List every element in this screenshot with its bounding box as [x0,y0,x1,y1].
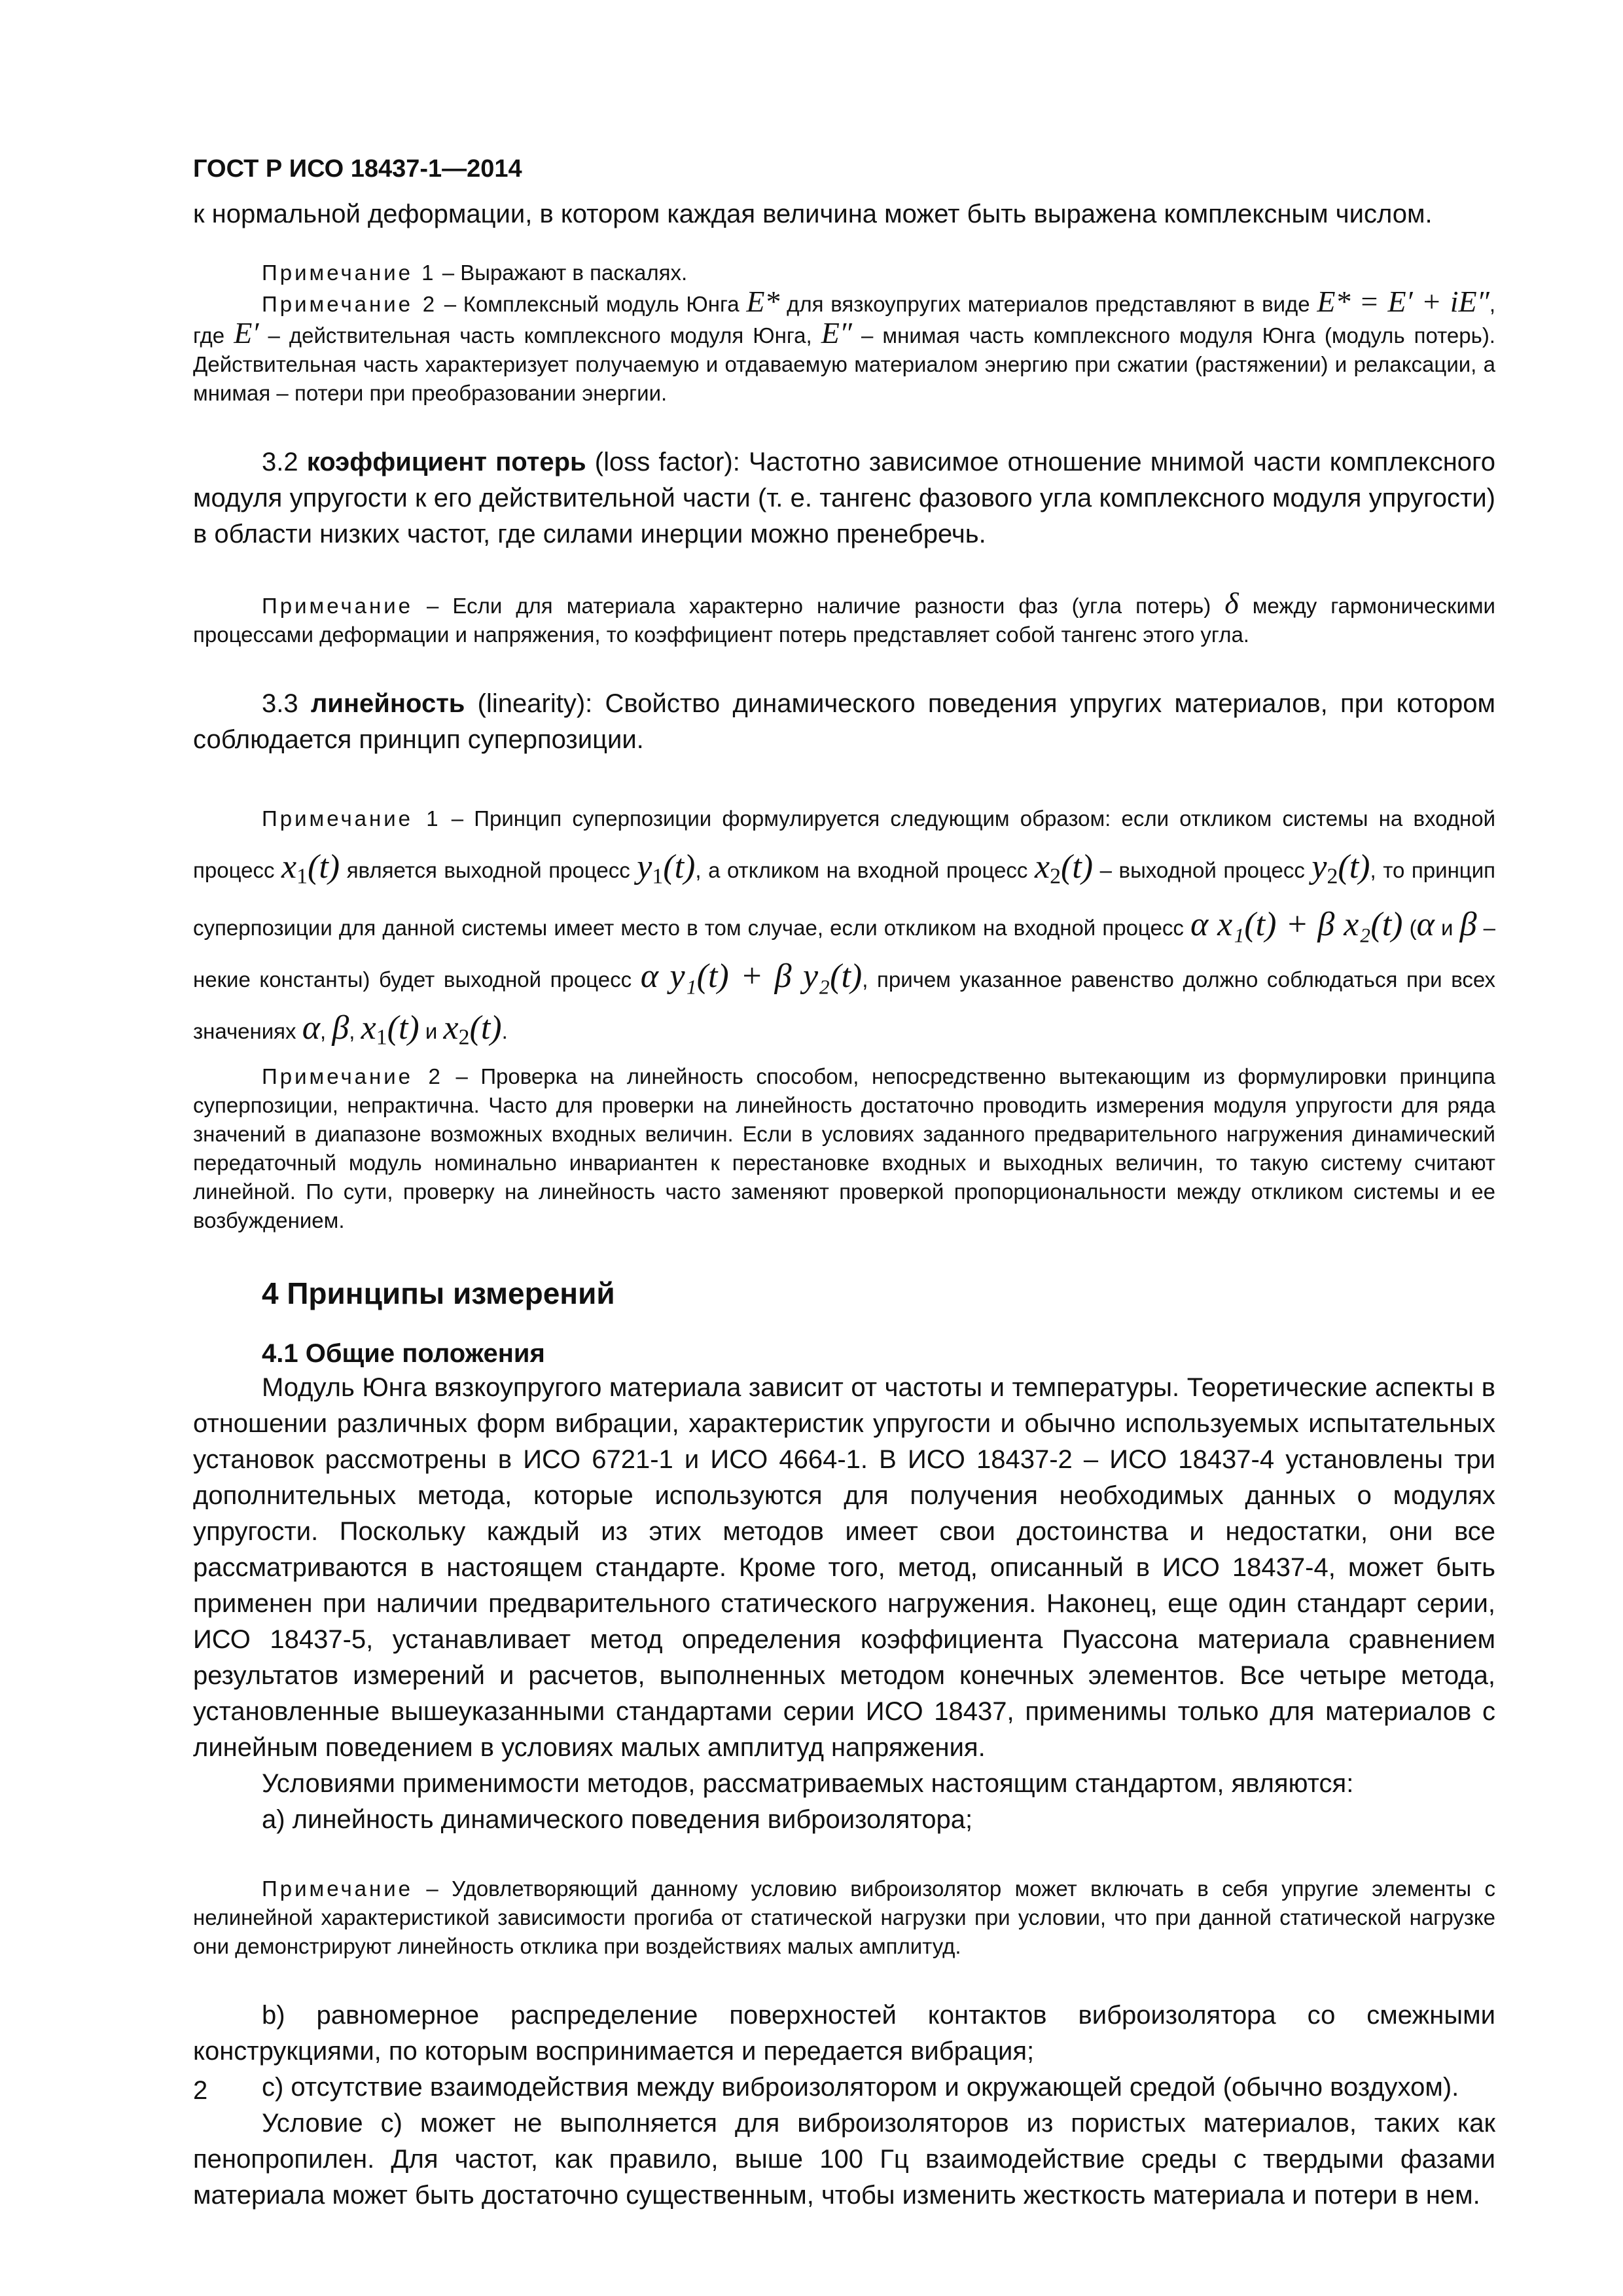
note-4-1: Примечание – Удовлетворяющий данному условию виброизолятор может включать в себя упругие элементы с нелинейной характеристикой зависимости прогиба от статической нагрузки при условии, что при данной статической нагрузке они демонстрируют линейность отклика при воздействиях малых амплитуд. [193,1876,1495,1958]
math-formula: E′ [234,316,259,350]
note-label: Примечание 1 [262,260,437,285]
list-item-b: b) равномерное распределение поверхностей контактов виброизолятора со смежными конструкциями, по которым воспринимается и передается вибрация; [193,2000,1495,2066]
term-heading: коэффициент потерь [306,448,586,476]
term-3-2: 3.2 коэффициент потерь (loss factor): Частотно зависимое отношение мнимой части комплексного модуля упругости к его действительной части (т. е. тангенс фазового угла комплексного модуля упругости) в области низких частот, где силами инерции можно пренебречь. [193,448,1495,548]
math-formula: $y_1(t)$ [637,848,696,889]
list-item-a: a) линейность динамического поведения виброизолятора; [262,1804,973,1834]
note-3-1-1: Примечание 1 – Выражают в паскалях. [262,260,688,285]
math-formula: E* [746,285,780,318]
list-item-c: c) отсутствие взаимодействия между виброизолятором и окружающей средой (обычно воздухом). [262,2072,1459,2102]
note-label: Примечание 2 [262,292,438,316]
math-formula: β [332,1009,349,1047]
paragraph: Условие c) может не выполняется для виброизоляторов из пористых материалов, таких как пенопропилен. Для частот, как правило, выше 100 Гц взаимодействие среды с твердыми фазами материала может быть достаточно существенным, чтобы изменить жесткость материала и потери в нем. [193,2108,1495,2210]
page-content [193,151,1495,2214]
math-formula: β [1459,906,1477,944]
note-label: Примечание 1 [262,806,441,831]
note-label: Примечание 2 [262,1064,443,1088]
math-formula: $y_2(t)$ [1311,848,1370,889]
term-heading: линейность [310,689,465,718]
math-formula: $x_2(t)$ [1034,848,1094,889]
paragraph: Модуль Юнга вязкоупругого материала зависит от частоты и температуры. Теоретические аспекты в отношении различных форм вибрации, характеристик упругости и обычно используемых испытательных установок рассмотрены в ИСО 6721-1 и ИСО 4664-1. В ИСО 18437-2 – ИСО 18437-4 установлены три дополнительных метода, которые используются для получения необходимых данных о модулях упругости. Поскольку каждый из этих методов имеет свои достоинства и недостатки, они все рассматриваются в настоящем стандарте. Кроме того, метод, описанный в ИСО 18437-4, может быть применен при наличии предварительного статического нагружения. Наконец, еще один стандарт серии, ИСО 18437-5, устанавливает метод определения коэффициента Пуассона материала сравнением результатов измерений и расчетов, выполненных методом конечных элементов. Все четыре метода, установленные вышеуказанными стандартами серии ИСО 18437, применимы только для материалов с линейным поведением в условиях малых амплитуд напряжения. [193,1372,1495,1762]
math-formula: δ [1224,586,1239,620]
document-header: ГОСТ Р ИСО 18437-1—2014 [193,155,522,183]
math-formula: $x_1(t)$ [281,848,340,889]
subsection-heading: 4.1 Общие положения [262,1338,545,1368]
note-3-1-2: Примечание 2 – Комплексный модуль Юнга E* для вязкоупругих материалов представляют в виде E* = E′ + iE″, где E′ – действительная часть комплексного модуля Юнга, E″ – мнимая часть комплексного модуля Юнга (модуль потерь). Действительная часть характеризует получаемую и отдаваемую материалом энергию при сжатии (растяжении) и релаксации, а мнимая – потери при преобразовании энергии. [193,285,1495,405]
math-formula: α [1416,906,1435,944]
math-formula: $x_2(t)$ [443,1009,502,1050]
math-formula: E″ [821,316,852,350]
math-formula: α [302,1009,321,1047]
continuation-paragraph: к нормальной деформации, в котором каждая величина может быть выражена комплексным числом. [193,200,1433,228]
note-3-3-1: Примечание 1 – Принцип суперпозиции формулируется следующим образом: если откликом системы на входной процесс $x_1(t)$ является выходной процесс $y_1(t)$, а откликом на входной процесс $x_2(t)$ – выходной процесс $y_2(t)$, то принцип суперпозиции для данной системы имеет место в том случае, если откликом на входной процесс α x₁(t) + β x₂(t) (α и β – некие константы) будет выходной процесс α y₁(t) + β y₂(t), причем указанное равенство должно соблюдаться при всех значениях α, β, $x_1(t)$ и $x_2(t)$. [193,806,1496,1050]
page-number: 2 [193,2076,208,2105]
note-label: Примечание [262,1876,414,1901]
paragraph: Условиями применимости методов, рассматриваемых настоящим стандартом, являются: [262,1768,1354,1798]
math-formula: α y₁(t) + β y₂(t) [640,958,863,996]
note-3-3-2: Примечание 2 – Проверка на линейность способом, непосредственно вытекающим из формулировки принципа суперпозиции, непрактична. Часто для проверки на линейность достаточно проводить измерения модуля упругости для ряда значений в диапазоне возможных входных величин. Если в условиях заданного предварительного нагружения динамический передаточный модуль номинально инвариантен к перестановке входных и выходных величин, то такую систему считают линейной. По сути, проверку на линейность часто заменяют проверкой пропорциональности между откликом системы и ее возбуждением. [193,1064,1495,1232]
section-heading: 4 Принципы измерений [262,1276,615,1310]
math-formula: α x₁(t) + β x₂(t) [1190,906,1403,944]
note-3-2: Примечание – Если для материала характерно наличие разности фаз (угла потерь) δ между гармоническими процессами деформации и напряжения, то коэффициент потерь представляет собой тангенс этого угла. [193,586,1495,647]
math-formula: E* = E′ + iE″ [1317,285,1489,318]
math-formula: $x_1(t)$ [361,1009,419,1050]
term-3-3: 3.3 линейность (linearity): Свойство динамического поведения упругих материалов, при котором соблюдается принцип суперпозиции. [193,689,1496,754]
note-label: Примечание [262,594,414,618]
